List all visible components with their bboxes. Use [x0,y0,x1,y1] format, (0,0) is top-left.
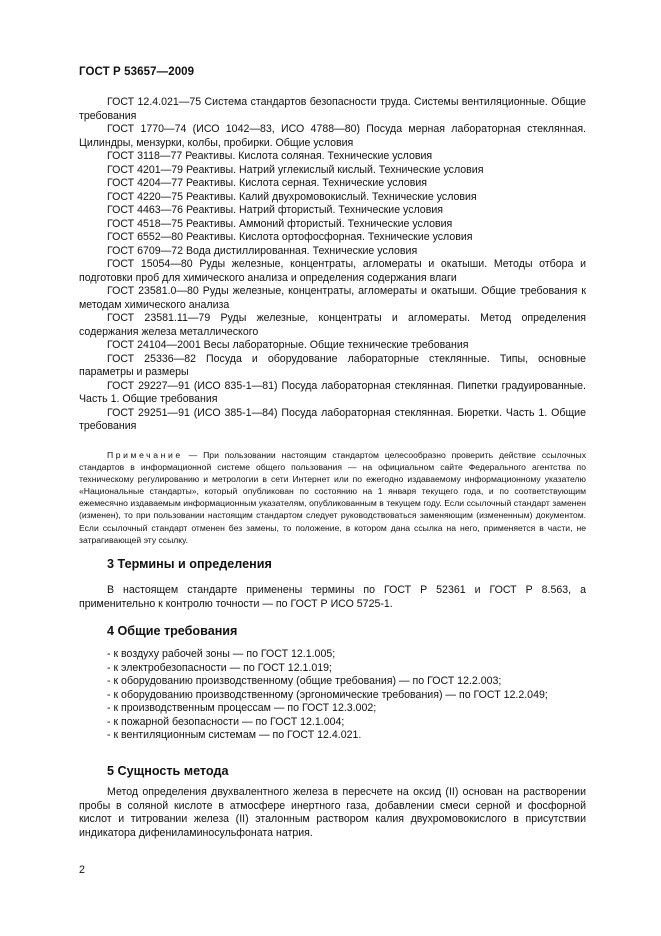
list-item: - к электробезопасности — по ГОСТ 12.1.019; [107,661,332,674]
page-number: 2 [79,864,85,876]
reference-item: ГОСТ 4463—76 Реактивы. Натрий фтористый. Технические условия [107,204,443,216]
note-text: — При пользовании настоящим стандартом целесообразно проверить действие ссылочных стандартов в информационной системе общего пользования — на официальном сайте Федерального агентства по техническому регулированию и метрологии в сети Интернет или по ежегодно издаваемому информационному указателю «Национальные стандарты», который опубликован по состоянию на 1 января текущего года, и по соответствующим ежемесячно издаваемым информационным указателям, опубликованным в текущем году. Если ссылочный стандарт заменен (изменен), то при пользовании настоящим стандартом следует руководствоваться заменяющим (измененным) документом. Если ссылочный стандарт отменен без замены, то положение, в котором дана ссылка на него, применяется в части, не затрагивающей эту ссылку. [79,450,586,545]
reference-item: ГОСТ 23581.11—79 Руды железные, концентраты и агломераты. Метод определения содержания железа металлического [79,312,586,338]
reference-item: ГОСТ 4204—77 Реактивы. Кислота серная. Технические условия [107,177,428,189]
reference-item: ГОСТ 23581.0—80 Руды железные, концентраты, агломераты и окатыши. Общие требования к методам химического анализа [79,285,586,311]
normative-references-list [79,96,586,434]
list-item: - к оборудованию производственному (общие требования) — по ГОСТ 12.2.003; [107,675,502,687]
reference-item: ГОСТ 12.4.021—75 Система стандартов безопасности труда. Системы вентиляционные. Общие требования [79,96,586,122]
note-label: Примечание [107,450,183,460]
reference-item: ГОСТ 24104—2001 Весы лабораторные. Общие технические требования [107,339,469,351]
section-3-text: В настоящем стандарте применены термины по ГОСТ Р 52361 и ГОСТ Р 8.563, а применительно к контролю точности — по ГОСТ Р ИСО 5725-1. [79,584,586,610]
list-item: - к оборудованию производственному (эргономические требования) — по ГОСТ 12.2.049; [107,688,548,701]
standard-code-header: ГОСТ Р 53657—2009 [79,66,195,78]
reference-item: ГОСТ 4220—75 Реактивы. Калий двухромовокислый. Технические условия [107,190,477,203]
reference-item: ГОСТ 29227—91 (ИСО 835-1—81) Посуда лабораторная стеклянная. Пипетки градуированные. Часть 1. Общие требования [79,379,586,405]
reference-item: ГОСТ 4518—75 Реактивы. Аммоний фтористый. Технические условия [107,217,453,230]
list-item: - к воздуху рабочей зоны — по ГОСТ 12.1.005; [107,648,336,660]
section-3-heading: 3 Термины и определения [107,557,272,571]
section-4-heading: 4 Общие требования [107,624,238,638]
list-item: - к вентиляционным системам — по ГОСТ 12.4.021. [107,729,362,741]
reference-item: ГОСТ 4201—79 Реактивы. Натрий углекислый кислый. Технические условия [107,163,484,176]
reference-item: ГОСТ 1770—74 (ИСО 1042—83, ИСО 4788—80) Посуда мерная лабораторная стеклянная. Цилиндры, мензурки, колбы, пробирки. Общие условия [79,123,586,149]
references-note [79,449,586,546]
reference-item: ГОСТ 15054—80 Руды железные, концентраты, агломераты и окатыши. Методы отбора и подготовки проб для химического анализа и определения содержания влаги [79,258,586,284]
reference-item: ГОСТ 29251—91 (ИСО 385-1—84) Посуда лабораторная стеклянная. Бюретки. Часть 1. Общие требования [79,406,586,432]
reference-item: ГОСТ 25336—82 Посуда и оборудование лабораторные стеклянные. Типы, основные параметры и размеры [79,352,586,378]
list-item: - к пожарной безопасности — по ГОСТ 12.1.004; [107,715,345,728]
requirements-list [107,648,548,743]
list-item: - к производственным процессам — по ГОСТ 12.3.002; [107,702,377,714]
section-5-heading: 5 Сущность метода [107,764,229,778]
section-5-text: Метод определения двухвалентного железа в пересчете на оксид (II) основан на растворении пробы в соляной кислоте в атмосфере инертного газа, добавлении смеси серной и фосфорной кислот и титровании железа (II) эталонным раствором калия двухромовокислого в присутствии индикатора дифениламиносульфоната натрия. [79,786,586,839]
reference-item: ГОСТ 6552—80 Реактивы. Кислота ортофосфорная. Технические условия [107,231,473,243]
reference-item: ГОСТ 6709—72 Вода дистиллированная. Технические условия [107,244,418,257]
reference-item: ГОСТ 3118—77 Реактивы. Кислота соляная. Технические условия [107,150,433,162]
